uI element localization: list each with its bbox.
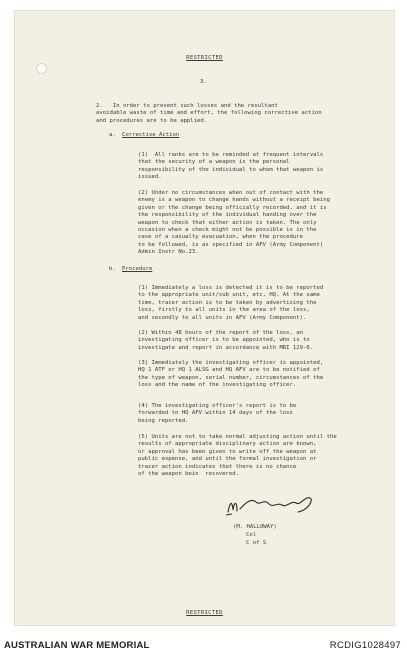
section-b-item-line: (5) Units are not to take normal adjusting action until the <box>138 434 337 440</box>
section-b-item-line: to the appropriate unit/sub unit, etc, HQ. At the same <box>138 292 320 299</box>
section-b-item-line: the type of weapon, serial number, circumstances of the <box>138 374 324 381</box>
section-a-item-line: Admin Instr No.23. <box>138 249 199 256</box>
signatory-rank: Col <box>246 532 257 538</box>
section-b-marker: b. <box>109 266 116 272</box>
section-a-item-line: (2) Under no circumstances when out of contact with the <box>138 190 324 196</box>
section-a-item-line: enemy is a weapon to change hands without a receipt being <box>138 197 330 204</box>
section-b-item-line: loss and the name of the investigating officer. <box>138 382 297 389</box>
section-a-item-line: (1) All ranks are to be reminded at frequent intervals <box>138 152 324 158</box>
section-b-item-line: public expense, and until the formal investigation or <box>138 456 317 463</box>
handwritten-signature <box>222 490 318 520</box>
section-a-item-line: case of a casualty evacuation, when the procedure <box>138 234 304 241</box>
section-b-item-line: being reported. <box>138 417 189 424</box>
archive-name: AUSTRALIAN WAR MEMORIAL <box>4 640 150 651</box>
section-b-item-line: and secondly to all units in AFV (Army Component). <box>138 314 307 321</box>
section-b-item-line: HQ 1 ATF or HQ 1 ALSG and HQ AFV are to be notified of <box>138 367 320 374</box>
section-b-item-line: investigating officer is to be appointed, who is to <box>138 337 310 344</box>
section-a-item-line: weapon to check that either action is taken. The only <box>138 219 317 226</box>
section-a-marker: a. <box>109 132 116 138</box>
section-a-item-line: issued. <box>138 174 162 181</box>
section-a-item-line: that the security of a weapon is the personal <box>138 159 290 166</box>
section-b-item-line: of the weapon bein recovered. <box>138 471 240 477</box>
punch-hole <box>36 63 47 74</box>
section-b-item-line: forwarded to HQ AFV within 14 days of the loss <box>138 410 293 417</box>
section-a-item-line: to be followed, is as specified in AFV (Army Component) <box>138 241 324 248</box>
section-a-item-line: occasion when a check might not be possible is in the <box>138 227 317 233</box>
section-b-item-line: results of appropriate disciplinary action are known, <box>138 441 317 448</box>
signatory-name: (M. HALLOWAY) <box>233 524 277 530</box>
section-a-heading: Corrective Action <box>122 132 180 138</box>
intro-line: and procedures are to be applied. <box>96 117 208 124</box>
section-b-item-line: investigate and report in accordance with MRI 129-6. <box>138 344 314 351</box>
header-classification: RESTRICTED <box>186 55 223 61</box>
intro-line: 2. In order to prevent such losses and the resultant <box>96 103 278 109</box>
section-b-item-line: (2) Within 48 hours of the report of the loss, an <box>138 330 304 336</box>
section-b-item-line: or approval has been given to write off the weapon at <box>138 448 317 455</box>
document-page <box>14 10 395 626</box>
section-b-item-line: (4) The investigating officer's report is to be <box>138 403 297 409</box>
record-id: RCDIG1028497 <box>329 640 401 651</box>
archive-footer <box>0 634 407 654</box>
section-b-item-line: (1) Immediately a loss is detected it is to be reported <box>138 285 324 291</box>
page-number: 3. <box>200 79 207 85</box>
section-a-item-line: given or the change being officially recorded, and it is <box>138 204 327 211</box>
section-a-item-line: the responsibility of the individual handing over the <box>138 212 317 219</box>
section-b-item-line: (3) Immediately the investigating officer is appointed, <box>138 360 324 366</box>
section-b-item-line: tracer action indicates that there is no chance <box>138 463 297 470</box>
section-b-item-line: loss, firstly to all units in the area of the loss, <box>138 307 310 314</box>
intro-line: avoidable waste of time and effort, the following corrective action <box>96 110 322 117</box>
footer-classification: RESTRICTED <box>186 610 223 616</box>
section-a-item-line: responsibility of the individual to whom that weapon is <box>138 166 324 173</box>
section-b-item-line: time, tracer action is to be taken by advertising the <box>138 299 317 306</box>
section-b-heading: Procedure <box>122 266 153 272</box>
signatory-title: C of S <box>246 540 267 546</box>
